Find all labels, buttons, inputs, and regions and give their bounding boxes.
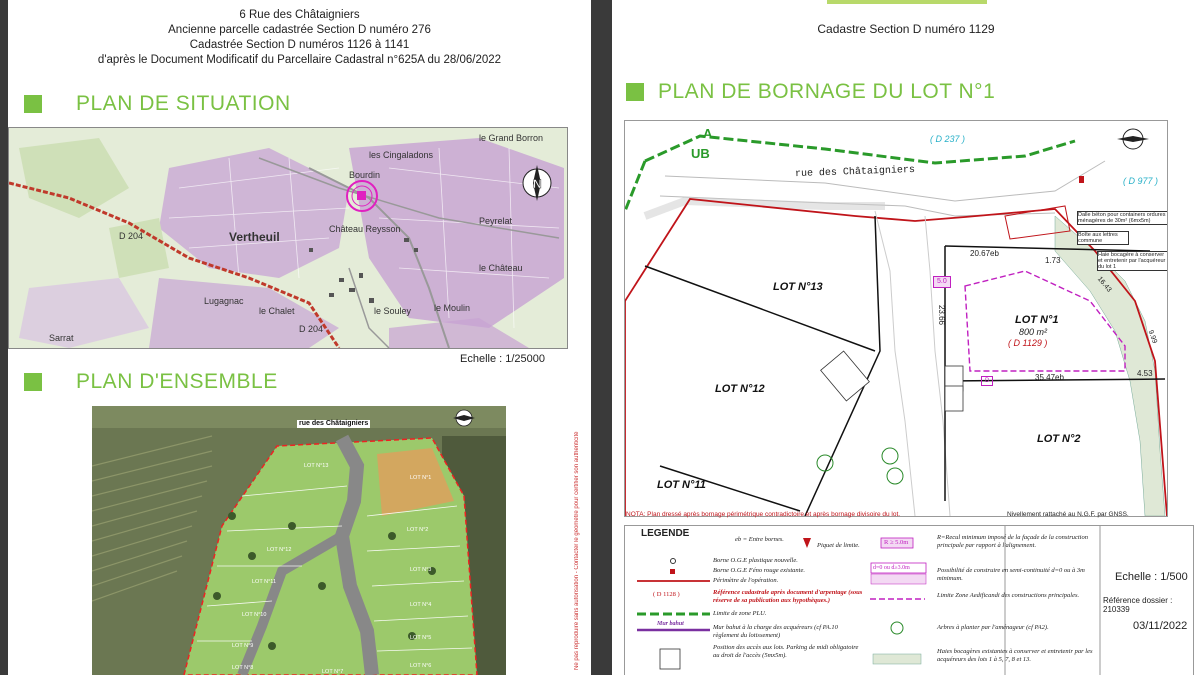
zone-ub: UB xyxy=(691,146,710,161)
map-label-lugagnac: Lugagnac xyxy=(204,296,244,306)
legend-d-box: d=0 ou d≥3.0m xyxy=(873,565,910,571)
dim-corner: 4.53 xyxy=(1137,369,1153,378)
lot1-ref: ( D 1129 ) xyxy=(1008,338,1048,348)
lot2-label: LOT N°2 xyxy=(1037,433,1081,445)
boite-lettres-note: Boîte aux lettres commune xyxy=(1077,231,1129,245)
north-arrow-icon xyxy=(1117,129,1149,149)
ensemble-map[interactable] xyxy=(92,406,506,675)
bornage-title: PLAN DE BORNAGE DU LOT N°1 xyxy=(626,80,995,104)
legend-mur: Mur bahut à la charge des acquéreurs (cf PA.10 règlement du lotissement) xyxy=(713,624,838,639)
map-label-d204-b: D 204 xyxy=(299,324,324,334)
ensemble-lot-label: LOT N°3 xyxy=(410,567,432,573)
map-label-d204-a: D 204 xyxy=(119,231,144,241)
legend-haies: Haies bocagères existantes à conserver et entretenir par les acquéreurs des lots 1 à 5, 7, 8 et 13. xyxy=(937,648,1093,663)
bornage-plan[interactable] xyxy=(624,120,1168,517)
piquet-icon xyxy=(1079,176,1084,183)
header-line-document: d'après le Document Modificatif du Parcellaire Cadastral n°625A du 28/06/2022 xyxy=(97,54,502,66)
situation-map[interactable] xyxy=(8,127,568,349)
map-label-vertheuil: Vertheuil xyxy=(229,230,280,244)
legend-arbres: Arbres à planter par l'aménageur (cf PA2). xyxy=(937,624,1049,631)
legend-limite-plu: Limite de zone PLU. xyxy=(713,610,767,617)
ensemble-lot-label: LOT N°11 xyxy=(252,579,277,585)
label-d977: ( D 977 ) xyxy=(1123,176,1159,186)
legend-borne-plastique: Borne O.G.E plastique nouvelle. xyxy=(713,557,798,564)
legend-perimetre: Périmètre de l'opération. xyxy=(713,577,779,584)
street-label: rue des Châtaigniers xyxy=(794,164,916,181)
lot1-label: LOT N°1 xyxy=(1015,314,1059,326)
side-note: Ne pas reproduire sans autorisation - Contacter le géomètre pour certifier son authenticité xyxy=(574,431,580,670)
ensemble-street-label: rue des Châtaigniers xyxy=(299,420,369,427)
header-line-cadastre: Cadastrée Section D numéros 1126 à 1141 xyxy=(189,39,410,51)
ensemble-lot-label: LOT N°7 xyxy=(322,669,344,675)
ensemble-lot-label: LOT N°5 xyxy=(410,635,432,641)
nivellement: Nivellement rattaché au N.G.F. par GNSS. xyxy=(1007,511,1129,518)
ensemble-lot-label: LOT N°13 xyxy=(304,463,329,469)
legend-mur-label: Mur bahut xyxy=(657,621,684,627)
legend-r-box: R ≥ 5.0m xyxy=(884,539,909,546)
ensemble-lot-label: LOT N°10 xyxy=(242,612,267,618)
map-label-peyrelat: Peyrelat xyxy=(479,216,513,226)
aire-beton-note: Dalle béton pour containers ordures ménagères de 30m² (6mx5m) xyxy=(1077,211,1168,225)
legend-echelle: Echelle : 1/500 xyxy=(1115,571,1188,583)
situation-title: PLAN DE SITUATION xyxy=(24,92,291,116)
ensemble-lot-label: LOT N°1 xyxy=(410,475,432,481)
legend-box xyxy=(624,525,1194,675)
right-header: Cadastre Section D numéro 1129 xyxy=(817,22,995,36)
left-page xyxy=(8,0,591,675)
dim-bottom: 35.47eb xyxy=(1035,373,1064,382)
ensemble-lot-label: LOT N°2 xyxy=(407,527,429,533)
legend-eb: eb = Entre bornes. xyxy=(735,536,784,543)
haie-note: Haie bocagère à conserver et entretenir par l'acquéreur du lot 1 xyxy=(1097,251,1168,271)
dim-side-a: 16.43 xyxy=(1095,275,1113,294)
legend-date: 03/11/2022 xyxy=(1133,620,1188,632)
svg-text:N: N xyxy=(533,177,542,191)
map-label-cingaladons: les Cingaladons xyxy=(369,150,434,160)
ensemble-lot-label: LOT N°6 xyxy=(410,663,432,669)
map-label-souley: le Souley xyxy=(374,306,412,316)
legend-recul: R=Recul minimum imposé de la façade de la construction principale par rapport à l'alignement. xyxy=(937,534,1088,549)
map-label-sarrat: Sarrat xyxy=(49,333,74,343)
legend-piquet: Piquet de limite. xyxy=(817,542,860,549)
lot1-area: 800 m² xyxy=(1019,327,1048,337)
dim-left: 23.66 xyxy=(937,304,947,326)
header-line-address: 6 Rue des Châtaigniers xyxy=(239,9,360,21)
d-box-plan: D xyxy=(981,376,993,386)
ensemble-lot-label: LOT N°4 xyxy=(410,602,432,608)
ensemble-lot-label: LOT N°9 xyxy=(232,643,254,649)
legend-possibilite: Possibilité de construire en semi-continuité d=0 ou à 3m minimum. xyxy=(937,567,1085,582)
green-square-icon xyxy=(24,373,42,391)
legend-limite-zone: Limite Zone Aedificandi des constructions principales. xyxy=(937,592,1080,599)
ensemble-lot-label: LOT N°8 xyxy=(232,665,254,671)
lot11-label: LOT N°11 xyxy=(657,479,706,491)
right-page xyxy=(612,0,1200,675)
green-square-icon xyxy=(626,83,644,101)
map-label-moulin: le Moulin xyxy=(434,303,471,313)
map-label-chateau2: le Château xyxy=(479,263,523,273)
label-d237: ( D 237 ) xyxy=(930,134,966,144)
legend-title: LEGENDE xyxy=(641,528,690,539)
header-line-ancienne: Ancienne parcelle cadastrée Section D numéro 276 xyxy=(168,24,431,36)
dim-top: 20.67eb xyxy=(970,249,999,258)
r-box-plan: 5.0 xyxy=(933,276,951,288)
bornage-drawing xyxy=(625,121,1167,516)
legend-position-acces: Position des accès aux lots. Parking de midi obligatoire au droit de l'accès (5mx5m). xyxy=(713,644,859,659)
map-label-chateau: Château Reysson xyxy=(329,224,401,234)
map-label-grand-borron: le Grand Borron xyxy=(479,133,544,143)
legend-d1128: ( D 1128 ) xyxy=(653,591,680,598)
green-square-icon xyxy=(24,95,42,113)
dim-right-top: 1.73 xyxy=(1045,256,1061,265)
situation-scale: Echelle : 1/25000 xyxy=(460,353,546,365)
nota: NOTA: Plan dressé après bornage périmétrique contradictoire et après bornage divisoire du lot. xyxy=(626,511,901,518)
legend-reference: Référence dossier : 210339 xyxy=(1103,596,1173,614)
ensemble-map-drawing xyxy=(92,406,506,675)
legend-ref-cadastrale: Référence cadastrale après document d'arpentage (sous réserve de sa publication aux hypothèques.) xyxy=(713,589,863,604)
left-header xyxy=(8,8,591,68)
map-label-chalet: le Chalet xyxy=(259,306,295,316)
dim-side-b: 9.99 xyxy=(1146,329,1158,345)
ensemble-lot-label: LOT N°12 xyxy=(267,547,292,553)
legend-borne-ferro: Borne O.G.E Féno rouge existante. xyxy=(713,567,805,574)
map-label-bourdin: Bourdin xyxy=(349,170,381,180)
lot12-label: LOT N°12 xyxy=(715,383,765,395)
lot13-label: LOT N°13 xyxy=(773,281,823,293)
top-cut-banner xyxy=(827,0,987,4)
zone-a: A xyxy=(703,126,713,141)
piquet-legend-icon xyxy=(803,538,811,548)
ensemble-title: PLAN D'ENSEMBLE xyxy=(24,370,278,394)
